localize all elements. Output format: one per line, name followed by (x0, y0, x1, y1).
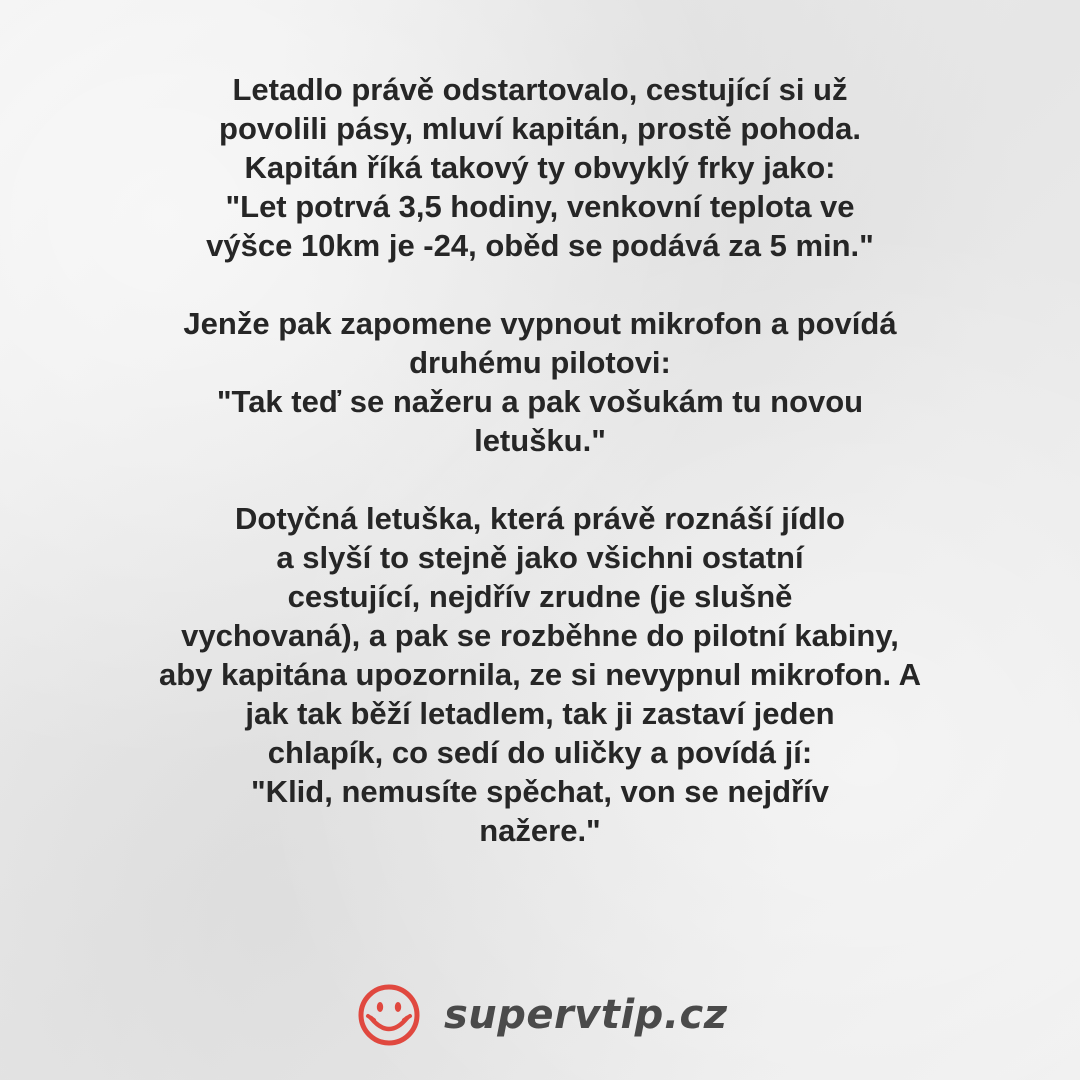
joke-line: a slyší to stejně jako všichni ostatní (276, 540, 804, 575)
smiley-icon (354, 980, 424, 1050)
joke-line: Jenže pak zapomene vypnout mikrofon a povídá (183, 306, 897, 341)
joke-line: Letadlo právě odstartovalo, cestující si už (232, 72, 848, 107)
joke-line: letušku." (474, 423, 606, 458)
joke-paragraph-3 (40, 499, 1040, 850)
joke-line: "Tak teď se nažeru a pak vošukám tu novou (216, 384, 864, 419)
site-name: supervtip.cz (444, 992, 728, 1038)
joke-line: výšce 10km je -24, oběd se podává za 5 min." (206, 228, 874, 263)
joke-line: chlapík, co sedí do uličky a povídá jí: (267, 735, 813, 770)
joke-line: aby kapitána upozornila, ze si nevypnul mikrofon. A (159, 657, 921, 692)
joke-text (40, 70, 1040, 850)
joke-line: Kapitán říká takový ty obvyklý frky jako: (244, 150, 836, 185)
joke-line: "Klid, nemusíte spěchat, von se nejdřív (250, 774, 830, 809)
joke-line: "Let potrvá 3,5 hodiny, venkovní teplota ve (225, 189, 855, 224)
joke-line: druhému pilotovi: (409, 345, 671, 380)
joke-paragraph-1 (40, 70, 1040, 265)
joke-line: povolili pásy, mluví kapitán, prostě pohoda. (219, 111, 861, 146)
joke-paragraph-2 (40, 304, 1040, 460)
joke-line: nažere." (479, 813, 601, 848)
brand-logo (354, 980, 728, 1050)
joke-line: Dotyčná letuška, která právě roznáší jídlo (235, 501, 845, 536)
joke-line: jak tak běží letadlem, tak ji zastaví jeden (245, 696, 835, 731)
joke-line: vychovaná), a pak se rozběhne do pilotní kabiny, (181, 618, 899, 653)
joke-line: cestující, nejdřív zrudne (je slušně (287, 579, 793, 614)
